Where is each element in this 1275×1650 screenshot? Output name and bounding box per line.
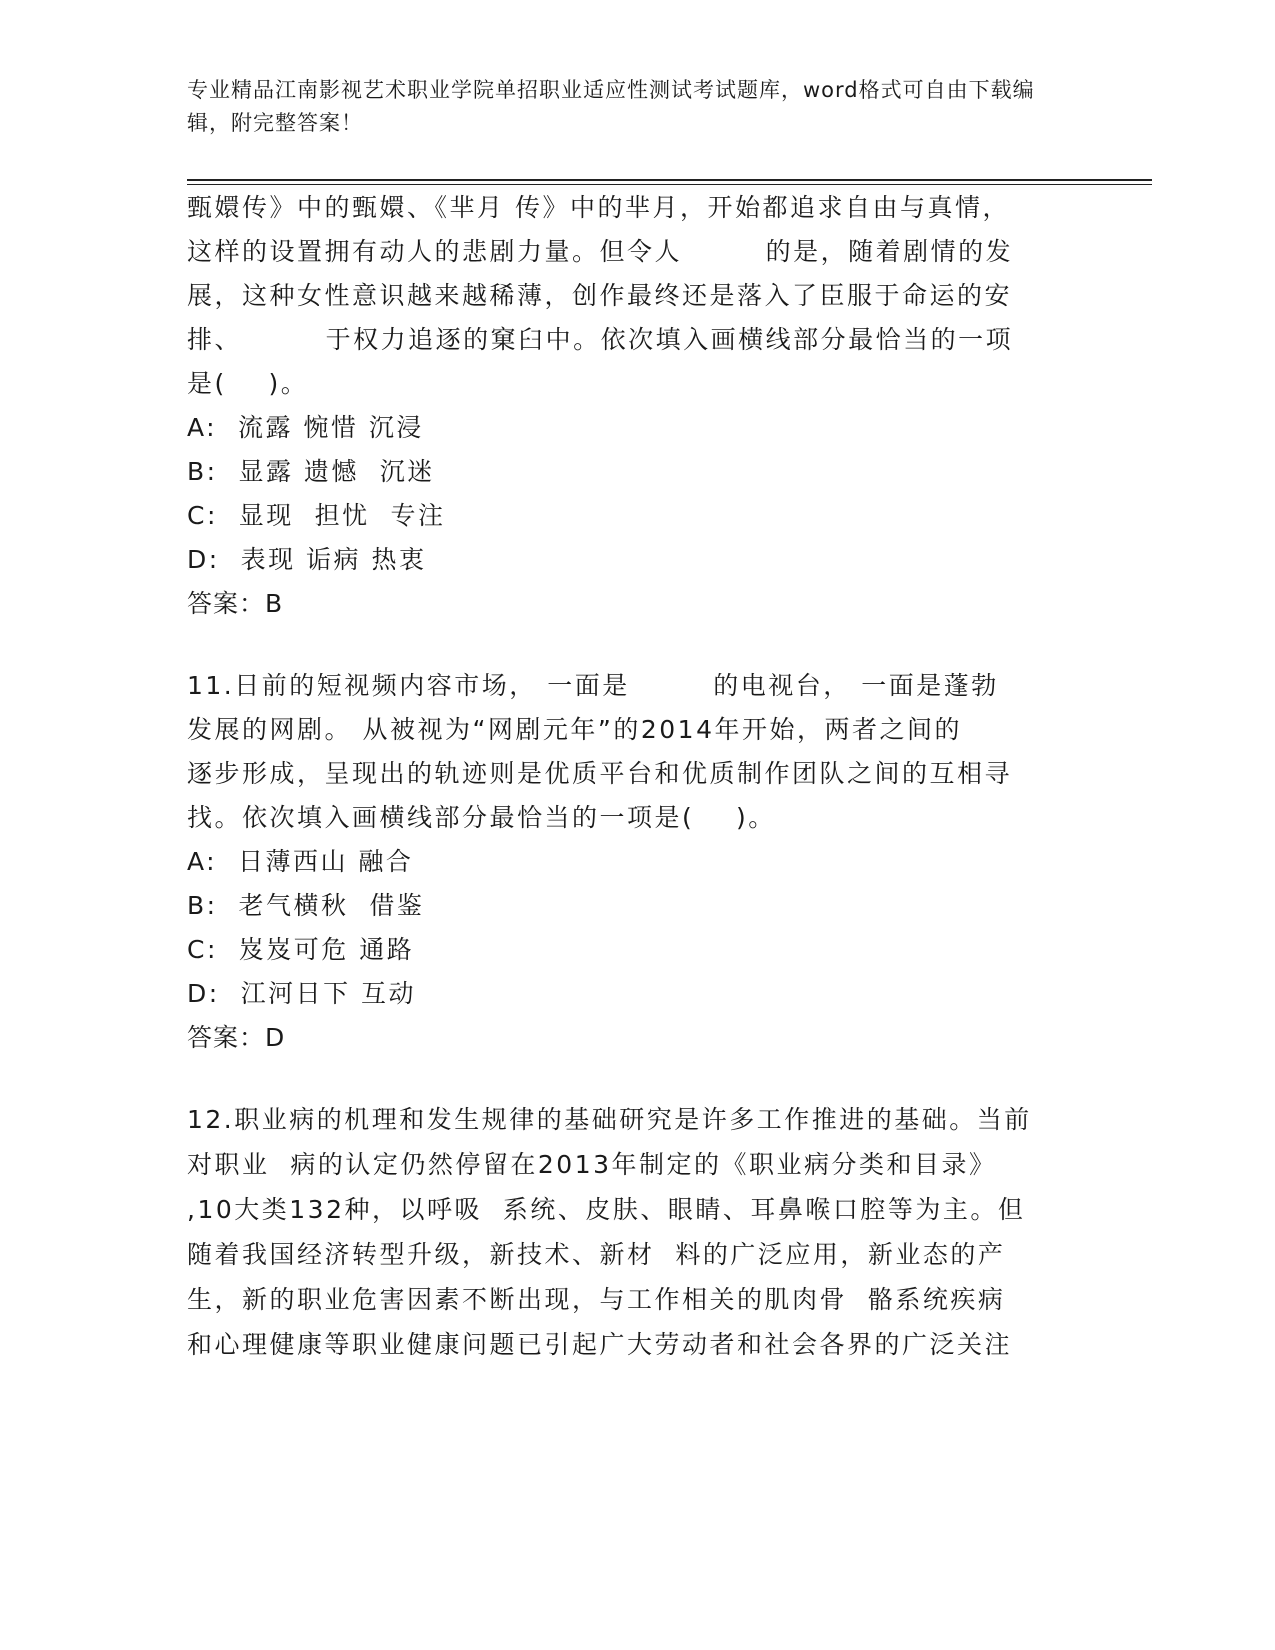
q11-line: 发展的网剧。 从被视为“网剧元年”的2014年开始，两者之间的	[187, 715, 962, 744]
q12-line: 随着我国经济转型升级，新技术、新材 料的广泛应用，新业态的产	[187, 1240, 1006, 1269]
q11-option-c: C: 岌岌可危 通路	[187, 935, 415, 964]
q12-line: 12.职业病的机理和发生规律的基础研究是许多工作推进的基础。当前	[187, 1105, 1032, 1134]
q10-line: 展，这种女性意识越来越稀薄，创作最终还是落入了臣服于命运的安	[187, 281, 1013, 310]
q10-option-a: A: 流露 惋惜 沉浸	[187, 413, 424, 442]
q10-line: 甄嬛传》中的甄嬛、《芈月 传》中的芈月，开始都追求自由与真情，	[187, 193, 1010, 222]
page-header: 专业精品江南影视艺术职业学院单招职业适应性测试考试题库，word格式可自由下载编辑，附完整答案！	[187, 78, 1035, 135]
q11-answer: 答案：D	[187, 1023, 286, 1052]
q10-line: 排、 于权力追逐的窠臼中。依次填入画横线部分最恰当的一项	[187, 325, 1014, 354]
q10-line: 是( )。	[187, 369, 309, 398]
q10-line: 这样的设置拥有动人的悲剧力量。但令人 的是，随着剧情的发	[187, 237, 1014, 266]
q11-line: 逐步形成，呈现出的轨迹则是优质平台和优质制作团队之间的互相寻	[187, 759, 1013, 788]
q12-line: 对职业 病的认定仍然停留在2013年制定的《职业病分类和目录》	[187, 1150, 997, 1179]
q11-line: 11.日前的短视频内容市场， 一面是 的电视台， 一面是蓬勃	[187, 671, 999, 700]
q12-line: 生，新的职业危害因素不断出现，与工作相关的肌肉骨 骼系统疾病	[187, 1285, 1006, 1314]
q11-option-a: A: 日薄西山 融合	[187, 847, 414, 876]
header-rule	[187, 179, 1152, 181]
header-rule-thin	[187, 184, 1152, 185]
q11-line: 找。依次填入画横线部分最恰当的一项是( )。	[187, 803, 776, 832]
q10-option-c: C: 显现 担忧 专注	[187, 501, 446, 530]
q12-line: 和心理健康等职业健康问题已引起广大劳动者和社会各界的广泛关注	[187, 1330, 1013, 1359]
q12-line: ,10大类132种，以呼吸 系统、皮肤、眼睛、耳鼻喉口腔等为主。但	[187, 1195, 1026, 1224]
q10-answer: 答案：B	[187, 589, 284, 618]
q11-option-b: B: 老气横秋 借鉴	[187, 891, 425, 920]
q10-option-d: D: 表现 诟病 热衷	[187, 545, 427, 574]
q10-option-b: B: 显露 遗憾 沉迷	[187, 457, 435, 486]
q11-option-d: D: 江河日下 互动	[187, 979, 417, 1008]
